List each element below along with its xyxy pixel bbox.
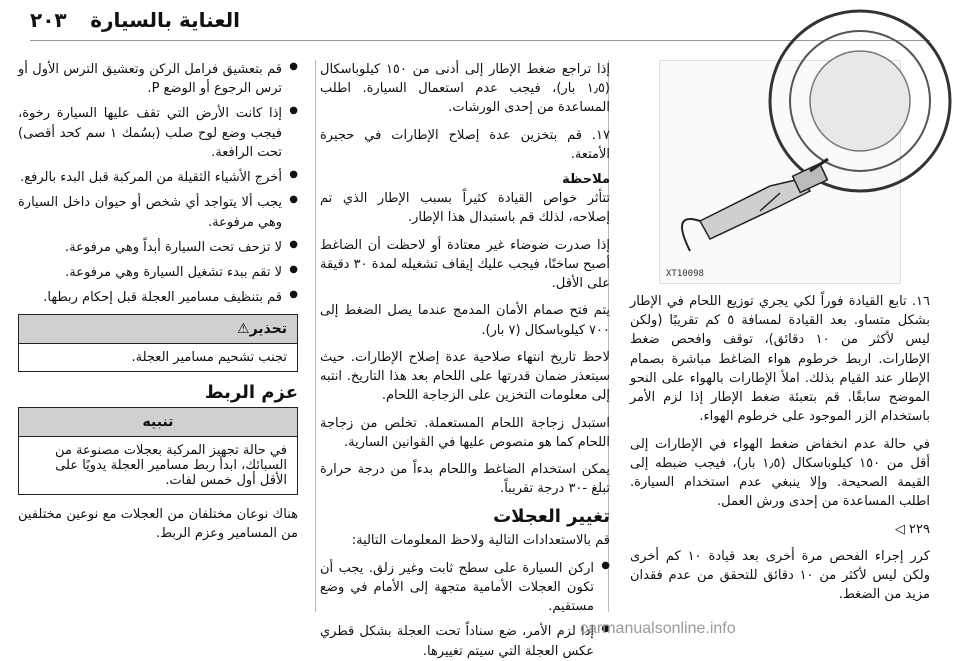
left-column xyxy=(18,60,298,615)
pressure-paragraph: في حالة عدم انخفاض ضغط الهواء في الإطارات إلى أقل من ١٥٠ كيلوباسكال (١٫٥ بار)، فيجب ضبطه إلى القيمة الصحيحة. وإلا ينبغي عدم استخدام السيارة. اطلب المساعدة من إحدى ورش العمل. xyxy=(630,436,931,510)
tire-repair-illustration xyxy=(659,60,901,284)
step-17: ١٧. قم بتخزين عدة إصلاح الإطارات في حجيرة الأمتعة. xyxy=(320,127,610,162)
page-reference[interactable]: ٢٢٩ ◁ xyxy=(894,521,930,537)
notice-heading: تنبيه xyxy=(19,408,297,437)
warning-text: تجنب تشحيم مسامير العجلة. xyxy=(131,349,287,365)
figure-number: XT10098 xyxy=(666,269,704,279)
note-paragraph-2: إذا صدرت ضوضاء غير معتادة أو لاحظت أن الضاغط أصبح ساخنًا، فيجب عليك إيقاف تشغيله لمدة ٣٠ دقيقة على الأقل. xyxy=(320,237,610,292)
intro-paragraph: إذا تراجع ضغط الإطار إلى أدنى من ١٥٠ كيلوباسكال (١٫٥ بار)، فيجب عدم استعمال السيارة. اطلب المساعدة من إحدى الورشات. xyxy=(320,62,610,116)
page-number: ٢٠٣ xyxy=(30,8,67,32)
right-column xyxy=(630,60,930,615)
section-intro: قم بالاستعدادات التالية ولاحظ المعلومات التالية: xyxy=(351,533,610,549)
list-item: ● إذا كانت الأرض التي تقف عليها السيارة رخوة، فيجب وضع لوح صلب (بسُمك ١ سم كحد أقصى) تحت الرافعة. xyxy=(18,104,282,162)
list-item: ● لا تقم ببدء تشغيل السيارة وهي مرفوعة. xyxy=(18,263,282,282)
watermark-logo: carmanualsonline.info xyxy=(580,620,736,637)
warning-box xyxy=(18,314,298,372)
safety-list xyxy=(18,60,298,308)
middle-column xyxy=(320,60,610,659)
notice-text: في حالة تجهيز المركبة بعجلات مصنوعة من السبائك، ابدأ ربط مسامير العجلة يدويًا على الأقل أول خمس لفات. xyxy=(55,442,287,488)
list-item: ● لا تزحف تحت السيارة أبداً وهي مرفوعة. xyxy=(18,238,282,257)
note-paragraph-3: يتم فتح صمام الأمان المدمج عندما يصل الضغط إلى ٧٠٠ كيلوباسكال (٧ بار). xyxy=(320,303,610,338)
tire-valve-hose-icon xyxy=(660,61,900,283)
note-paragraph-5: استبدل زجاجة اللحام المستعملة. تخلص من زجاجة اللحام كما هو منصوص عليها في القوانين السارية. xyxy=(320,415,610,450)
list-item: ● إذا لزم الأمر، ضع سناداً تحت العجلة بشكل قطري عكس العجلة التي سيتم تغييرها. xyxy=(320,622,594,660)
list-item: ● أخرج الأشياء الثقيلة من المركبة قبل البدء بالرفع. xyxy=(18,168,282,187)
note-paragraph-4: لاحظ تاريخ انتهاء صلاحية عدة إصلاح الإطارات. حيث سيتعذر ضمان قدرتها على اللحام بعد هذا التاريخ. انتبه إلى معلومات التخزين على الزجاجة اللحام. xyxy=(320,349,610,404)
note-paragraph-6: يمكن استخدام الضاغط واللحام بدءاً من درجة حرارة تبلغ -٣٠ درجة تقريباً. xyxy=(320,461,610,497)
warning-heading: تحذير⚠ xyxy=(19,315,297,344)
list-item: ● يجب ألا يتواجد أي شخص أو حيوان داخل السيارة وهي مرفوعة. xyxy=(18,193,282,231)
notice-box xyxy=(18,407,298,495)
section-heading-torque: عزم الربط xyxy=(204,381,298,403)
column-divider-left xyxy=(315,60,316,612)
note-heading: ملاحظة xyxy=(562,172,610,188)
section-heading-wheel-change: تغيير العجلات xyxy=(493,506,610,528)
page-title: العناية بالسيارة xyxy=(90,8,240,32)
list-item: ● قم بتعشيق فرامل الركن وتعشيق الترس الأول أو ترس الرجوع أو الوضع P. xyxy=(18,60,282,98)
list-item: ● اركن السيارة على سطح ثابت وغير زلق. يجب أن تكون العجلات الأمامية متجهة إلى الأمام في وضع مستقيم. xyxy=(320,559,594,617)
list-item: ● قم بتنظيف مسامير العجلة قبل إحكام ربطها. xyxy=(18,288,282,307)
note-paragraph-1: تتأثر خواص القيادة كثيراً بسبب الإطار الذي تم إصلاحه، لذلك قم باستبدال هذا الإطار. xyxy=(320,191,610,226)
wheel-change-list xyxy=(320,559,610,661)
torque-paragraph: هناك نوعان مختلفان من العجلات مع نوعين مختلفين من المسامير وعزم الربط. xyxy=(18,506,298,541)
step-16: ١٦. تابع القيادة فوراً لكي يجري توزيع اللحام في الإطار بشكل متساو. بعد القيادة لمسافة ٥ كم تقريبًا (ولكن ليس لأكثر من ١٠ دقائق)، توقف وافحص ضغط الإطارات. اربط خرطوم هواء الضاغط مباشرة بصمام الإطار عند القيام بذلك. املأ الإطارات بالهواء على النحو الموضح سابقًا. قم بتعبئة ضغط الإطار إذا لزم الأمر باستخدام الزر الموجود على خرطوم الهواء. xyxy=(630,294,931,425)
repeat-check-paragraph: كرر إجراء الفحص مرة أخرى بعد قيادة ١٠ كم أخرى ولكن ليس لأكثر من ١٠ دقائق للتحقق من عدم فقدان مزيد من الضغط. xyxy=(630,548,930,603)
